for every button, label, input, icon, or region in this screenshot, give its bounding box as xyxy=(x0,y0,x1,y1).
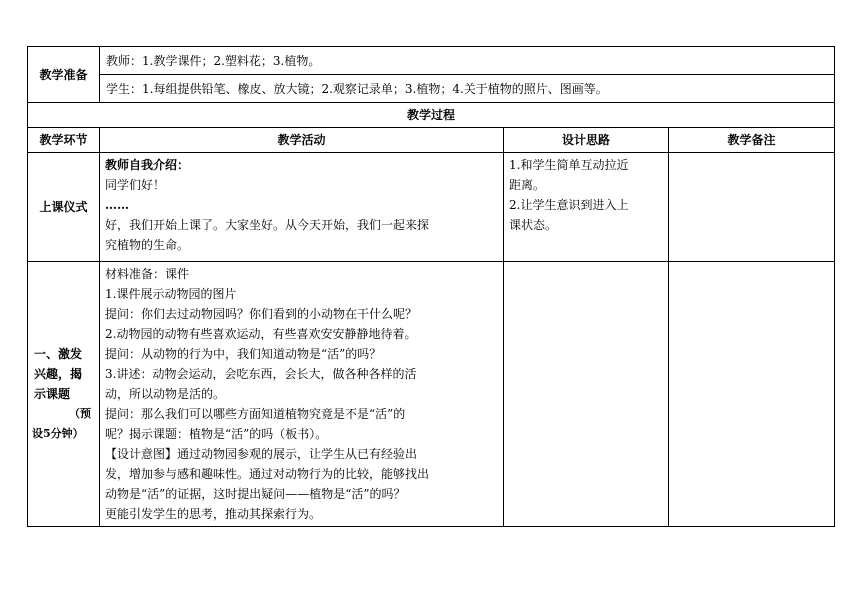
stage-line: （预 xyxy=(69,407,91,420)
activity-line: 发，增加参与感和趣味性。通过对动物行为的比较，能够找出 xyxy=(105,467,430,481)
design-stage-one xyxy=(504,262,669,527)
notes-stage-one xyxy=(669,262,835,527)
design-line: 距离。 xyxy=(509,178,546,192)
row-stage-one xyxy=(28,262,835,527)
activity-line: 动，所以动物是活的。 xyxy=(105,387,226,401)
prep-row-teacher xyxy=(28,47,835,75)
prep-label: 教学准备 xyxy=(28,47,100,103)
activity-line: 3.讲述：动物会运动，会吃东西，会长大，做各种各样的活 xyxy=(105,367,417,381)
stage-line: 一、激发 xyxy=(34,347,83,361)
header-activity: 教学活动 xyxy=(100,128,504,153)
stage-opening: 上课仪式 xyxy=(28,153,100,262)
lesson-plan-table xyxy=(27,46,835,527)
activity-line: …… xyxy=(105,198,129,212)
activity-line: 提问：那么我们可以哪些方面知道植物究竟是不是“活”的 xyxy=(105,407,406,421)
activity-stage-one xyxy=(100,262,504,527)
activity-line: 呢？揭示课题：植物是“活”的吗（板书）。 xyxy=(105,427,328,441)
design-line: 2.让学生意识到进入上 xyxy=(509,198,629,212)
prep-teacher: 教师：1.教学课件；2.塑料花；3.植物。 xyxy=(100,47,835,75)
stage-line: 示课题 xyxy=(34,387,71,401)
prep-row-student xyxy=(28,75,835,103)
activity-line: 究植物的生命。 xyxy=(105,238,190,252)
stage-line: 设5分钟） xyxy=(32,427,84,440)
notes-opening xyxy=(669,153,835,262)
activity-line: 【设计意图】通过动物园参观的展示，让学生从已有经验出 xyxy=(105,447,418,461)
design-opening xyxy=(504,153,669,262)
activity-line: 好，我们开始上课了。大家坐好。从今天开始，我们一起来探 xyxy=(105,218,430,232)
activity-line: 1.课件展示动物园的图片 xyxy=(105,287,237,301)
header-design: 设计思路 xyxy=(504,128,669,153)
header-notes: 教学备注 xyxy=(669,128,835,153)
stage-one xyxy=(28,262,100,527)
header-stage: 教学环节 xyxy=(28,128,100,153)
design-line: 1.和学生简单互动拉近 xyxy=(509,158,629,172)
activity-line: 更能引发学生的思考，推动其探索行为。 xyxy=(105,507,322,521)
activity-line: 教师自我介绍： xyxy=(105,158,190,172)
stage-line: 兴趣，揭 xyxy=(34,367,83,381)
process-title: 教学过程 xyxy=(28,103,835,128)
activity-line: 材料准备：课件 xyxy=(105,267,190,281)
activity-line: 提问：从动物的行为中，我们知道动物是“活”的吗？ xyxy=(105,347,382,361)
activity-line: 2.动物园的动物有些喜欢运动，有些喜欢安安静静地待着。 xyxy=(105,327,417,341)
row-opening xyxy=(28,153,835,262)
prep-student: 学生：1.每组提供铅笔、橡皮、放大镜；2.观察记录单；3.植物；4.关于植物的照片、图画等。 xyxy=(100,75,835,103)
activity-opening xyxy=(100,153,504,262)
activity-line: 同学们好！ xyxy=(105,178,166,192)
process-title-row xyxy=(28,103,835,128)
activity-line: 提问：你们去过动物园吗？你们看到的小动物在干什么呢？ xyxy=(105,307,418,321)
column-header-row xyxy=(28,128,835,153)
activity-line: 动物是“活”的证据，这时提出疑问——植物是“活”的吗？ xyxy=(105,487,406,501)
design-line: 课状态。 xyxy=(509,218,558,232)
